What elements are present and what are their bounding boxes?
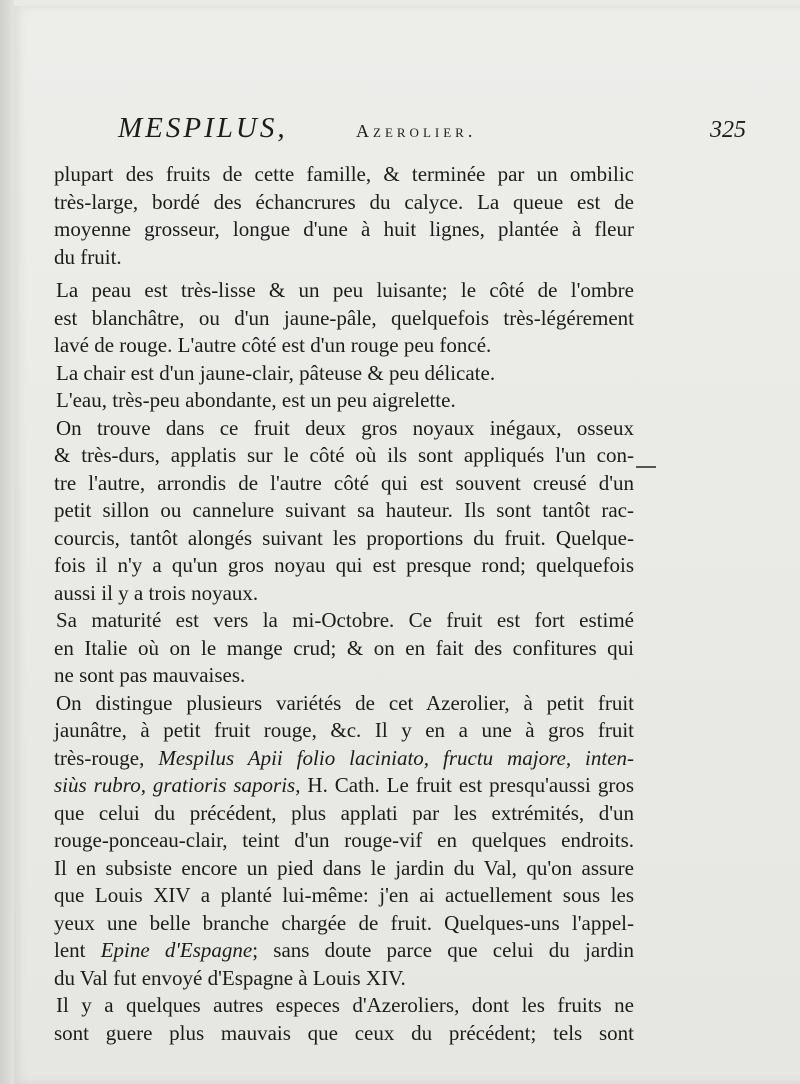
text-line: que celui du précédent, plus applati par les extrémités, d'un	[54, 800, 634, 825]
margin-rule-mark	[636, 466, 656, 468]
text-line: du fruit.	[54, 244, 122, 269]
text-line	[54, 745, 634, 773]
text-run: ; sans doute parce que celui du jardin	[252, 938, 634, 962]
text-line: ne sont pas mauvaises.	[54, 663, 246, 687]
paragraph-start-line: La chair est d'un jaune-clair, pâteuse & peu délicate.	[56, 360, 496, 385]
text-line: du Val fut envoyé d'Espagne à Louis XIV.	[54, 965, 406, 990]
text-line: très-large, bordé des échancrures du calyce. La queue est de	[54, 189, 634, 214]
text-line	[54, 937, 634, 965]
text-line: tre l'autre, arrondis de l'autre côté qui est souvent creusé d'un	[54, 470, 634, 495]
text-line: en Italie où on le mange crud; & on en fait des confitures qui	[54, 635, 634, 660]
text-line: rouge-ponceau-clair, teint d'un rouge-vif en quelques endroits.	[54, 828, 634, 852]
text-line: lavé de rouge. L'autre côté est d'un rouge peu foncé.	[54, 333, 492, 357]
text-run: lent	[54, 938, 86, 962]
text-line: sont guere plus mauvais que ceux du précédent; tels sont	[54, 1020, 634, 1045]
text-line: petit sillon ou cannelure suivant sa hauteur. Ils sont tantôt rac-	[54, 498, 634, 522]
paragraph-start-line: La peau est très-lisse & un peu luisante; le côté de l'ombre	[56, 278, 634, 302]
latin-binomial: siùs rubro, gratioris saporis	[54, 773, 296, 797]
header-common-name: Azerolier.	[356, 121, 477, 141]
paragraph-start-line: Sa maturité est vers la mi-Octobre. Ce fruit est fort estimé	[56, 608, 634, 632]
page-gutter	[0, 0, 14, 1084]
text-line: jaunâtre, à petit fruit rouge, &c. Il y en a une à gros fruit	[54, 718, 634, 742]
text-line: plupart des fruits de cette famille, & terminée par un ombilic	[54, 162, 634, 186]
text-line: Il en subsiste encore un pied dans le jardin du Val, qu'on assure	[54, 855, 634, 880]
body-text	[54, 161, 634, 1047]
text-line: que Louis XIV a planté lui-même: j'en ai actuellement sous les	[54, 883, 634, 907]
text-line: est blanchâtre, ou d'un jaune-pâle, quelquefois très-légérement	[54, 305, 634, 330]
text-line: & très-durs, applatis sur le côté où ils sont appliqués l'un con-	[54, 443, 634, 467]
latin-binomial: Mespilus Apii folio laciniato, fructu majore, inten-	[158, 745, 635, 770]
text-line: yeux une belle branche chargée de fruit. Quelques-uns l'appel-	[54, 910, 634, 935]
text-run: , H. Cath. Le fruit est presqu'aussi gros	[295, 773, 634, 797]
paragraph-start-line: L'eau, très-peu abondante, est un peu aigrelette.	[56, 388, 456, 412]
paragraph-start-line: Il y a quelques autres especes d'Azeroliers, dont les fruits ne	[56, 993, 634, 1017]
paragraph-start-line: On distingue plusieurs variétés de cet Azerolier, à petit fruit	[56, 690, 634, 715]
running-header	[118, 112, 758, 156]
text-line: aussi il y a trois noyaux.	[54, 580, 259, 605]
paragraph-start-line: On trouve dans ce fruit deux gros noyaux inégaux, osseux	[56, 415, 634, 440]
text-run: très-rouge,	[54, 745, 145, 770]
text-line: courcis, tantôt alongés suivant les proportions du fruit. Quelque-	[54, 525, 634, 550]
header-genus-title: MESPILUS,	[118, 112, 288, 144]
italic-name: Epine d'Espagne	[100, 938, 253, 962]
text-line: moyenne grosseur, longue d'une à huit lignes, plantée à fleur	[54, 217, 634, 241]
text-line: fois il n'y a qu'un gros noyau qui est presque rond; quelquefois	[54, 553, 634, 577]
text-line	[54, 772, 634, 800]
page-number: 325	[710, 117, 746, 143]
